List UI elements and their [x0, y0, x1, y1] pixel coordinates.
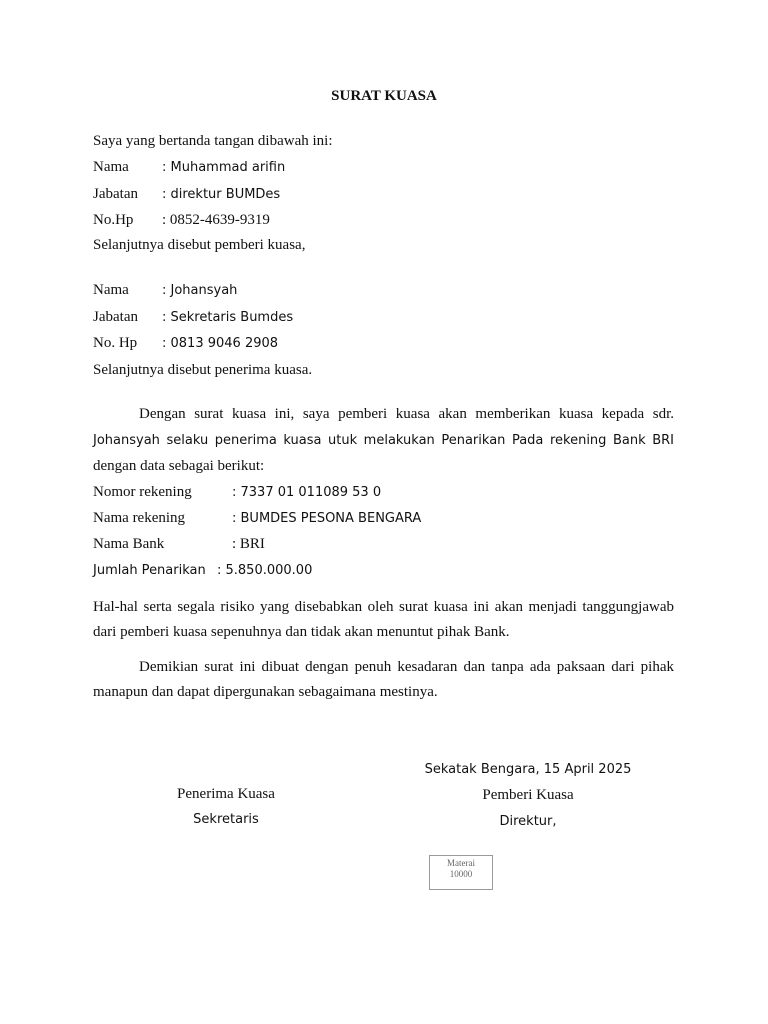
- signature-left-role: Sekretaris: [193, 812, 259, 827]
- signature-left-title: Penerima Kuasa: [177, 786, 275, 802]
- account-nama-label: Nama rekening: [93, 510, 186, 526]
- paragraph1-line2: Johansyah selaku penerima kuasa utuk melakukan Penarikan Pada rekening Bank BRI: [93, 433, 674, 448]
- account-bank-label: Nama Bank: [93, 536, 165, 552]
- account-nomor-value: : 7337 01 011089 53 0: [232, 485, 382, 500]
- signature-right-title: Pemberi Kuasa: [482, 787, 574, 803]
- giver-nama-label: Nama: [93, 159, 129, 175]
- paragraph3-line2: manapun dan dapat dipergunakan sebagaimana mestinya.: [93, 684, 438, 700]
- giver-hp-value: : 0852-4639-9319: [162, 212, 270, 228]
- giver-closing: Selanjutnya disebut pemberi kuasa,: [93, 237, 306, 253]
- giver-jabatan-label: Jabatan: [93, 186, 138, 202]
- paragraph1-line3: dengan data sebagai berikut:: [93, 458, 265, 474]
- giver-jabatan-value: : direktur BUMDes: [162, 187, 281, 202]
- intro-text: Saya yang bertanda tangan dibawah ini:: [93, 133, 333, 149]
- account-bank-value: : BRI: [232, 536, 265, 552]
- paragraph3-line1: Demikian surat ini dibuat dengan penuh kesadaran dan tanpa ada paksaan dari pihak: [139, 659, 674, 675]
- stamp-line1: Materai: [447, 858, 475, 868]
- receiver-closing: Selanjutnya disebut penerima kuasa.: [93, 362, 313, 378]
- account-nama-value: : BUMDES PESONA BENGARA: [232, 511, 422, 526]
- giver-hp-label: No.Hp: [93, 212, 134, 228]
- account-jumlah-value: : 5.850.000.00: [217, 563, 313, 578]
- receiver-nama-label: Nama: [93, 282, 129, 298]
- stamp-line2: 10000: [449, 869, 473, 879]
- receiver-jabatan-label: Jabatan: [93, 309, 138, 325]
- receiver-hp-label: No. Hp: [93, 335, 138, 351]
- receiver-nama-value: : Johansyah: [162, 283, 238, 298]
- account-nomor-label: Nomor rekening: [93, 484, 192, 500]
- signature-right-role: Direktur,: [499, 814, 557, 829]
- paragraph2-line1: Hal-hal serta segala risiko yang disebabkan oleh surat kuasa ini akan menjadi tanggungjawab: [93, 599, 674, 615]
- receiver-jabatan-value: : Sekretaris Bumdes: [162, 310, 294, 325]
- letter-title: SURAT KUASA: [331, 88, 437, 104]
- giver-nama-value: : Muhammad arifin: [162, 160, 286, 175]
- paragraph1-line1: Dengan surat kuasa ini, saya pemberi kuasa akan memberikan kuasa kepada sdr.: [139, 406, 674, 422]
- receiver-hp-value: : 0813 9046 2908: [162, 336, 279, 351]
- signature-place-date: Sekatak Bengara, 15 April 2025: [424, 762, 632, 777]
- materai-stamp-box: [429, 855, 493, 890]
- account-jumlah-label: Jumlah Penarikan: [93, 563, 206, 578]
- paragraph2-line2: dari pemberi kuasa sepenuhnya dan tidak akan menuntut pihak Bank.: [93, 624, 510, 640]
